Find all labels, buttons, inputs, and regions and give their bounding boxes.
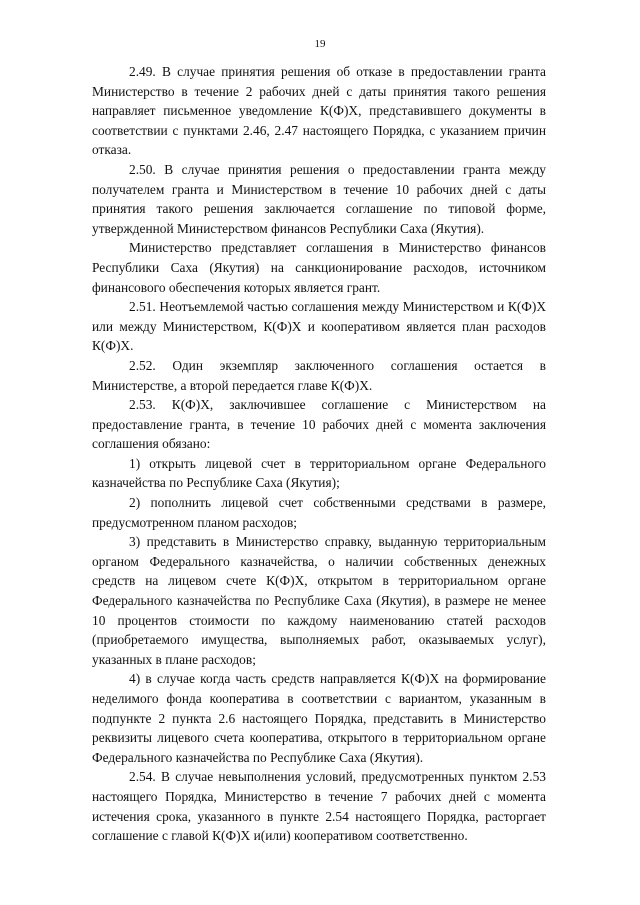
list-item-3: 3) представить в Министерство справку, выданную территориальным органом Федерального казначейства, о наличии собственных денежных средств на лицевом счете К(Ф)Х, открытом в территориальном органе Федерального казначейства по Республике Саха (Якутия), в размере не менее 10 процентов стоимости по каждому наименованию статей расходов (приобретаемого имущества, выполняемых работ, оказываемых услуг), указанных в плане расходов; [92, 534, 546, 667]
paragraph-2-53: 2.53. К(Ф)Х, заключившее соглашение с Министерством на предоставление гранта, в течение 10 рабочих дней с момента заключения соглашения обязано: [92, 397, 546, 452]
list-item-2: 2) пополнить лицевой счет собственными средствами в размере, предусмотренном планом расходов; [92, 495, 546, 530]
list-item-4: 4) в случае когда часть средств направляется К(Ф)Х на формирование неделимого фонда кооператива в соответствии с вариантом, указанным в подпункте 2 пункта 2.6 настоящего Порядка, представить в Министерство реквизиты лицевого счета кооператива, открытого в территориальном органе Федерального казначейства по Республике Саха (Якутия). [92, 671, 546, 765]
paragraph-2-50: 2.50. В случае принятия решения о предоставлении гранта между получателем гранта и Министерством в течение 10 рабочих дней с даты принятия такого решения заключается соглашение по типовой форме, утвержденной Министерством финансов Республики Саха (Якутия). [92, 161, 546, 236]
paragraph-2-49: 2.49. В случае принятия решения об отказе в предоставлении гранта Министерство в течение 2 рабочих дней с даты принятия такого решения направляет письменное уведомление К(Ф)Х, представившего документы в соответствии с пунктами 2.46, 2.47 настоящего Порядка, с указанием причин отказа. [92, 64, 546, 158]
document-body [92, 62, 546, 846]
paragraph-2-54: 2.54. В случае невыполнения условий, предусмотренных пунктом 2.53 настоящего Порядка, Министерство в течение 7 рабочих дней с момента истечения срока, указанного в пункте 2.54 настоящего Порядка, расторгает соглашение с главой К(Ф)Х и(или) кооперативом соответственно. [92, 769, 546, 844]
list-item-1: 1) открыть лицевой счет в территориальном органе Федерального казначейства по Республике Саха (Якутия); [92, 455, 546, 491]
paragraph-2-51: 2.51. Неотъемлемой частью соглашения между Министерством и К(Ф)Х или между Министерством, К(Ф)Х и кооперативом является план расходов К(Ф)Х. [92, 299, 546, 354]
page-number: 19 [314, 38, 326, 50]
paragraph-2-52: 2.52. Один экземпляр заключенного соглашения остается в Министерстве, а второй передается главе К(Ф)Х. [92, 357, 546, 393]
paragraph-ministry-submits: Министерство представляет соглашения в Министерство финансов Республики Саха (Якутия) на санкционирование расходов, источником финансового обеспечения которых является грант. [92, 240, 546, 295]
